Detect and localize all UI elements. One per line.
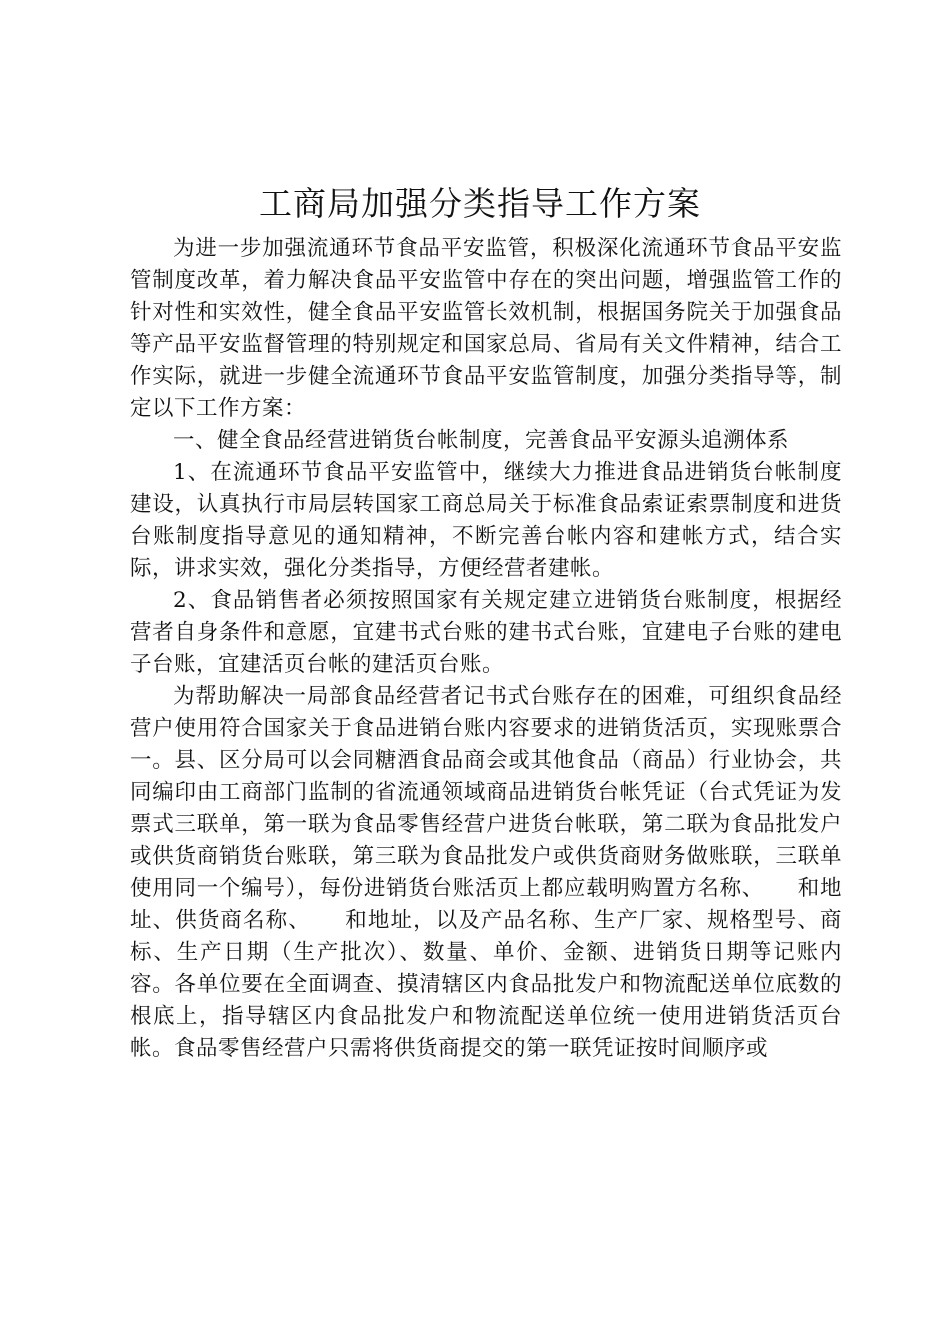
- section-heading-1: 一、健全食品经营进销货台帐制度，完善食品平安源头追溯体系: [173, 428, 790, 453]
- document-body: [130, 233, 842, 1065]
- paragraph-intro: 为进一步加强流通环节食品平安监管，积极深化流通环节食品平安监管制度改革，着力解决食品平安监管中存在的突出问题，增强监管工作的针对性和实效性，健全食品平安监管长效机制，根据国务院关于加强食品等产品平安监督管理的特别规定和国家总局、省局有关文件精神，结合工作实际，就进一步健全流通环节食品平安监管制度，加强分类指导等，制定以下工作方案：: [130, 236, 842, 421]
- document-title: 工商局加强分类指导工作方案: [259, 184, 701, 223]
- paragraph-detail: 为帮助解决一局部食品经营者记书式台账存在的困难，可组织食品经营户使用符合国家关于食品进销台账内容要求的进销货活页，实现账票合一。县、区分局可以会同糖酒食品商会或其他食品（商品）行业协会，共同编印由工商部门监制的省流通领域商品进销货台帐凭证（台式凭证为发票式三联单，第一联为食品零售经营户进货台帐联，第二联为食品批发户或供货商销货台账联，第三联为食品批发户或供货商财务做账联，三联单使用同一个编号），每份进销货台账活页上都应载明购置方名称、 和地址、供货商名称、 和地址，以及产品名称、生产厂家、规格型号、商标、生产日期（生产批次）、数量、单价、金额、进销货日期等记账内容。各单位要在全面调查、摸清辖区内食品批发户和物流配送单位底数的根底上，指导辖区内食品批发户和物流配送单位统一使用进销货活页台帐。食品零售经营户只需将供货商提交的第一联凭证按时间顺序或: [130, 684, 842, 1061]
- paragraph-item-2: 2、食品销售者必须按照国家有关规定建立进销货台账制度，根据经营者自身条件和意愿，宜建书式台账的建书式台账，宜建电子台账的建电子台账，宜建活页台帐的建活页台账。: [130, 588, 842, 677]
- paragraph-item-1: 1、在流通环节食品平安监管中，继续大力推进食品进销货台帐制度建设，认真执行市局层转国家工商总局关于标准食品索证索票制度和进货台账制度指导意见的通知精神，不断完善台帐内容和建帐方式，结合实际，讲求实效，强化分类指导，方便经营者建帐。: [130, 460, 842, 581]
